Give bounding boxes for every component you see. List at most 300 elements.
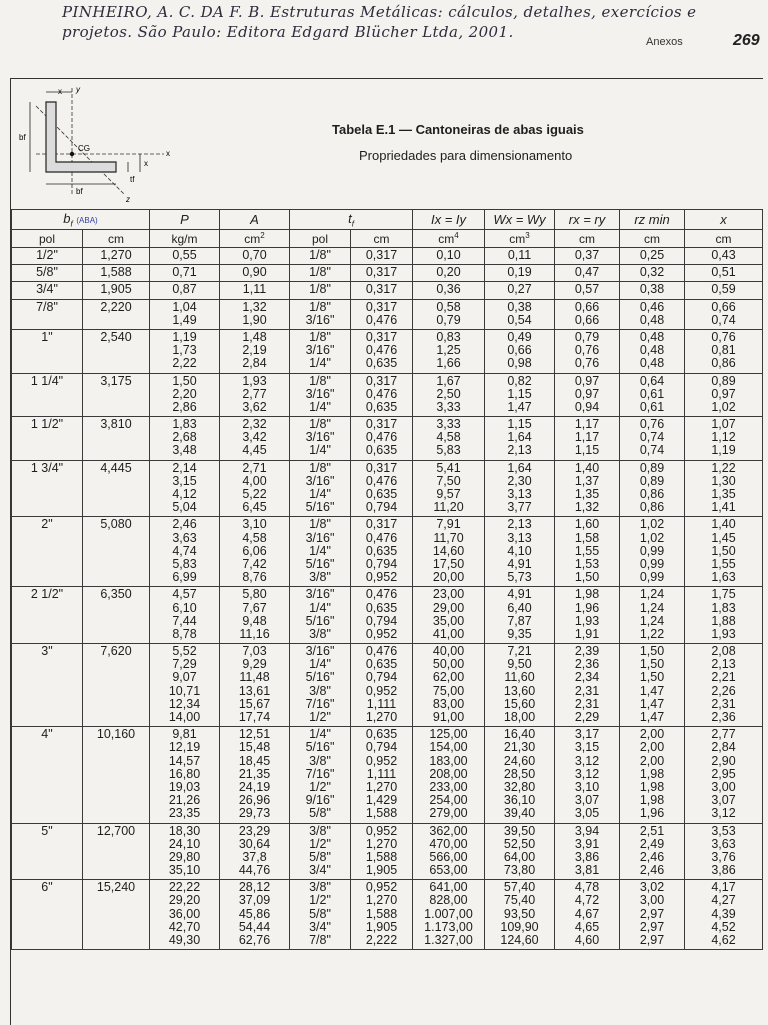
cell-I (413, 517, 485, 587)
cell-value: 4,27 (711, 893, 736, 908)
cell-value: 91,00 (432, 710, 465, 725)
cell-value: 6,40 (507, 600, 532, 615)
cell-value: 1/4" (309, 443, 331, 458)
cell-A (220, 727, 290, 823)
cell-value: 0,48 (639, 343, 665, 358)
cell-P (150, 265, 220, 282)
cell-value: 29,00 (432, 600, 465, 615)
cell-x (685, 265, 763, 282)
cell-value: 6,10 (172, 600, 197, 615)
cell-x (685, 880, 763, 950)
cell-value: 1,98 (574, 587, 600, 602)
cell-value: 1/8" (309, 373, 331, 388)
cell-value: 3,05 (574, 806, 600, 821)
table-row (12, 644, 763, 727)
cell-value: 6,06 (242, 543, 267, 558)
cell-value: 0,97 (574, 386, 600, 401)
table-row (12, 880, 763, 950)
cell-P (150, 644, 220, 727)
abnt-note: (ABA) (76, 215, 98, 225)
cell-value: 1.007,00 (424, 906, 473, 921)
cell-value: 12,19 (168, 740, 201, 755)
cell-value: 828,00 (429, 893, 468, 908)
cell-tf-cm (351, 329, 413, 373)
cell-value: 5,52 (172, 644, 197, 659)
cell-value: 0,79 (436, 312, 461, 327)
cell-value: 1,02 (639, 517, 665, 532)
cell-value: 1,50 (639, 644, 665, 659)
cell-r (555, 823, 620, 880)
cell-value: 39,40 (503, 806, 536, 821)
cell-x (685, 417, 763, 461)
cell-value: 45,86 (238, 906, 271, 921)
cell-value: 0,794 (365, 500, 398, 515)
cell-value: 2,46 (172, 517, 197, 532)
cell-I (413, 460, 485, 517)
cell-value: 93,50 (503, 906, 536, 921)
cell-value: 2,39 (574, 644, 600, 659)
cell-x (685, 282, 763, 299)
cell-value: 3/16" (305, 644, 335, 659)
cell-bf-cm: 1,270 (83, 248, 150, 265)
cell-bf-pol: 4" (12, 727, 83, 823)
col-header-i: Ix = Iy (413, 210, 485, 230)
cell-I (413, 587, 485, 644)
cell-value: 23,35 (168, 806, 201, 821)
cell-value: 0,82 (507, 373, 532, 388)
cell-value: 1,90 (242, 312, 267, 327)
cell-value: 10,71 (168, 683, 201, 698)
cell-value: 2,30 (507, 473, 532, 488)
cell-value: 8,76 (242, 570, 267, 585)
cell-r (555, 265, 620, 282)
cell-value: 2,13 (507, 517, 532, 532)
unit-header: $cm^4$ (413, 230, 485, 248)
cell-value: 1,47 (639, 683, 665, 698)
cell-value: 0,317 (365, 417, 398, 432)
cell-value: 0,635 (365, 356, 398, 371)
cell-value: 1,588 (365, 806, 398, 821)
cell-bf-pol: 1 1/4" (12, 373, 83, 417)
cell-value: 0,476 (365, 343, 398, 358)
cell-value: 3/8" (309, 880, 331, 895)
cell-r (555, 644, 620, 727)
cell-tf-cm (351, 265, 413, 282)
handwritten-citation: PINHEIRO, A. C. DA F. B. Estruturas Metálicas: cálculos, detalhes, exercícios e projetos. São Paulo: Editora Edgard Blücher Ltda, 2001. (62, 3, 697, 41)
table-row (12, 587, 763, 644)
cell-value: 0,79 (574, 329, 600, 344)
cell-I (413, 644, 485, 727)
col-header-tf: $t_f$ (290, 210, 413, 230)
cell-I (413, 727, 485, 823)
cell-bf-pol: 6" (12, 880, 83, 950)
symbol-tf: t (348, 210, 352, 226)
cell-tf-pol (290, 373, 351, 417)
cell-value: 14,60 (432, 543, 465, 558)
cell-tf-pol (290, 727, 351, 823)
cell-value: 1,588 (365, 906, 398, 921)
cell-value: 57,40 (503, 880, 536, 895)
cell-value: 3,15 (172, 473, 197, 488)
cell-bf-cm: 6,350 (83, 587, 150, 644)
cell-value: 0,476 (365, 312, 398, 327)
cell-value: 2,20 (172, 386, 197, 401)
cell-value: 0,46 (639, 299, 665, 314)
cell-value: 1,270 (365, 836, 398, 851)
cell-value: 1,24 (639, 600, 665, 615)
cell-rz (620, 880, 685, 950)
cell-A (220, 587, 290, 644)
table-row (12, 248, 763, 265)
cell-value: 0,43 (711, 248, 736, 262)
cell-value: 2,97 (639, 906, 665, 921)
cell-value: 17,74 (238, 710, 271, 725)
unit-header: cm (555, 230, 620, 248)
cell-value: 13,61 (238, 683, 271, 698)
cell-value: 1,73 (172, 343, 197, 358)
cell-value: 2,77 (242, 386, 267, 401)
cell-r (555, 329, 620, 373)
cell-x (685, 587, 763, 644)
cell-value: 5/8" (309, 806, 331, 821)
cell-rz (620, 587, 685, 644)
cell-value: 1,64 (507, 430, 532, 445)
cell-value: 2,36 (711, 710, 736, 725)
cell-value: 36,00 (168, 906, 201, 921)
cell-W (485, 265, 555, 282)
cell-value: 1,19 (172, 329, 197, 344)
cell-bf-cm: 10,160 (83, 727, 150, 823)
cell-value: 4,62 (711, 933, 736, 948)
cell-tf-pol (290, 282, 351, 299)
cell-I (413, 823, 485, 880)
cell-value: 2,51 (639, 823, 665, 838)
cell-value: 0,97 (574, 373, 600, 388)
cell-value: 35,10 (168, 863, 201, 878)
cell-value: 2,29 (574, 710, 600, 725)
cell-P (150, 299, 220, 329)
cell-value: 0,94 (574, 399, 600, 414)
cell-value: 0,83 (436, 329, 461, 344)
cell-value: 1,02 (639, 530, 665, 545)
cell-value: 0,55 (172, 248, 197, 262)
cell-value: 11,48 (239, 670, 270, 685)
cell-value: 0,74 (639, 443, 665, 458)
cell-r (555, 587, 620, 644)
cell-A (220, 373, 290, 417)
cell-value: 3/8" (309, 570, 331, 585)
cell-value: 0,27 (507, 282, 532, 297)
diagram-label: z (126, 195, 130, 204)
cell-W (485, 823, 555, 880)
cell-value: 3,13 (507, 530, 532, 545)
cell-rz (620, 644, 685, 727)
col-header-bf: $b_f$ (ABA) (12, 210, 150, 230)
page-number: 269 (733, 32, 760, 49)
cell-W (485, 880, 555, 950)
cell-value: 0,64 (639, 373, 665, 388)
symbol-bf: b (63, 210, 71, 226)
cell-bf-cm: 15,240 (83, 880, 150, 950)
cell-tf-pol (290, 880, 351, 950)
cell-A (220, 460, 290, 517)
cell-value: 32,80 (503, 779, 536, 794)
cell-value: 1,04 (172, 299, 197, 314)
cell-value: 4,60 (574, 933, 600, 948)
cell-value: 1/8" (309, 248, 331, 262)
cell-value: 0,635 (365, 727, 398, 742)
cell-value: 1,93 (242, 373, 267, 388)
table-row (12, 299, 763, 329)
col-header-x: x (685, 210, 763, 230)
cell-value: 9/16" (305, 793, 335, 808)
cell-value: 1,32 (574, 500, 600, 515)
cell-W (485, 644, 555, 727)
cell-value: 7,29 (172, 657, 197, 672)
cell-tf-cm (351, 880, 413, 950)
cell-value: 0,57 (574, 282, 600, 297)
cell-value: 11,70 (433, 530, 464, 545)
cell-r (555, 248, 620, 265)
cell-value: 11,16 (239, 626, 270, 641)
cell-value: 1/8" (309, 417, 331, 432)
cell-value: 73,80 (503, 863, 536, 878)
cell-A (220, 417, 290, 461)
cell-value: 1,588 (365, 849, 398, 864)
cell-value: 40,00 (432, 644, 465, 659)
cell-r (555, 727, 620, 823)
cell-value: 4,91 (507, 587, 532, 602)
unit-header: $cm^3$ (485, 230, 555, 248)
cell-value: 0,87 (172, 282, 197, 297)
cell-value: 1,270 (365, 893, 398, 908)
cell-value: 29,80 (168, 849, 201, 864)
cell-I (413, 265, 485, 282)
cell-value: 1,96 (639, 806, 665, 821)
cell-bf-cm: 7,620 (83, 644, 150, 727)
cell-value: 0,58 (436, 299, 461, 314)
cell-value: 0,89 (639, 460, 665, 475)
cell-value: 2,36 (574, 657, 600, 672)
cell-rz (620, 282, 685, 299)
cell-P (150, 282, 220, 299)
cell-value: 1,19 (711, 443, 736, 458)
cell-value: 1,75 (711, 587, 736, 602)
cell-value: 44,76 (238, 863, 271, 878)
cell-value: 62,76 (238, 933, 271, 948)
cell-tf-pol (290, 517, 351, 587)
cell-value: 5/16" (305, 740, 335, 755)
cell-P (150, 517, 220, 587)
cell-value: 1,40 (574, 460, 600, 475)
cell-A (220, 282, 290, 299)
cell-value: 3,00 (711, 779, 736, 794)
cell-value: 1,67 (436, 373, 461, 388)
cell-bf-cm: 2,220 (83, 299, 150, 329)
cell-value: 24,10 (168, 836, 201, 851)
cell-value: 1/8" (309, 460, 331, 475)
cell-tf-pol (290, 329, 351, 373)
cell-value: 0,76 (639, 417, 665, 432)
cell-value: 1,24 (639, 613, 665, 628)
cell-value: 0,635 (365, 600, 398, 615)
cell-value: 1,64 (507, 460, 532, 475)
cell-value: 5,22 (242, 487, 267, 502)
cell-r (555, 517, 620, 587)
cell-P (150, 587, 220, 644)
cell-value: 3,17 (574, 727, 600, 742)
cell-bf-pol: 1/2" (12, 248, 83, 265)
cell-value: 4,67 (574, 906, 600, 921)
cell-W (485, 587, 555, 644)
cell-value: 1,35 (711, 487, 736, 502)
table-row (12, 265, 763, 282)
cell-value: 1,905 (365, 863, 398, 878)
cell-value: 7,91 (436, 517, 461, 532)
cell-value: 9,07 (172, 670, 197, 685)
cell-r (555, 282, 620, 299)
cell-value: 0,317 (365, 517, 398, 532)
cell-value: 3,91 (574, 836, 600, 851)
cell-value: 1,02 (711, 399, 736, 414)
cell-value: 0,74 (711, 312, 736, 327)
unit-header: $cm^2$ (220, 230, 290, 248)
cell-bf-cm: 5,080 (83, 517, 150, 587)
cell-value: 1,58 (574, 530, 600, 545)
cell-value: 2,222 (365, 933, 398, 948)
cell-value: 9,81 (172, 727, 197, 742)
cell-value: 64,00 (503, 849, 536, 864)
cell-value: 1,63 (711, 570, 736, 585)
cell-bf-pol: 5/8" (12, 265, 83, 282)
section-label: Anexos (646, 36, 683, 48)
cell-A (220, 248, 290, 265)
cell-A (220, 329, 290, 373)
cell-value: 20,00 (432, 570, 465, 585)
cell-value: 2,31 (574, 696, 600, 711)
cell-value: 4,72 (574, 893, 600, 908)
table-row (12, 417, 763, 461)
cell-W (485, 417, 555, 461)
cell-value: 3,02 (639, 880, 665, 895)
cell-W (485, 282, 555, 299)
cell-value: 1/2" (309, 710, 331, 725)
cell-value: 3,48 (172, 443, 197, 458)
cell-value: 62,00 (432, 670, 465, 685)
unit-header: pol (290, 230, 351, 248)
cell-value: 2,86 (172, 399, 197, 414)
cell-x (685, 299, 763, 329)
cell-value: 0,71 (172, 265, 197, 280)
cell-value: 3,63 (172, 530, 197, 545)
cell-value: 0,317 (365, 329, 398, 344)
cell-value: 2,00 (639, 727, 665, 742)
cell-value: 0,76 (574, 356, 600, 371)
cell-I (413, 282, 485, 299)
cell-value: 29,73 (238, 806, 271, 821)
cell-value: 279,00 (429, 806, 468, 821)
cell-value: 208,00 (429, 766, 468, 781)
diagram-label: tf (130, 175, 135, 184)
cell-rz (620, 727, 685, 823)
cell-value: 15,60 (503, 696, 536, 711)
cell-value: 1,49 (172, 312, 197, 327)
unit-header: cm (83, 230, 150, 248)
cell-value: 14,00 (168, 710, 201, 725)
cell-P (150, 417, 220, 461)
cell-value: 0,952 (365, 823, 398, 838)
cell-value: 0,11 (507, 248, 532, 262)
cell-value: 0,90 (242, 265, 267, 280)
cell-value: 11,20 (433, 500, 464, 515)
cell-value: 1/4" (309, 487, 331, 502)
cell-value: 3,77 (507, 500, 532, 515)
cell-value: 2,97 (639, 919, 665, 934)
cell-value: 0,89 (711, 373, 736, 388)
diagram-label: x (144, 159, 148, 168)
col-header-w: Wx = Wy (485, 210, 555, 230)
cell-value: 2,34 (574, 670, 600, 685)
cell-value: 0,61 (639, 386, 665, 401)
cell-value: 23,00 (432, 587, 465, 602)
cell-value: 5,04 (172, 500, 197, 515)
cell-value: 7,03 (242, 644, 267, 659)
cell-x (685, 329, 763, 373)
cell-value: 0,317 (365, 299, 398, 314)
cell-value: 0,89 (639, 473, 665, 488)
cell-value: 1,32 (242, 299, 267, 314)
cell-value: 1/4" (309, 356, 331, 371)
cell-value: 0,48 (639, 356, 665, 371)
cell-value: 15,48 (238, 740, 271, 755)
cell-value: 2,13 (711, 657, 736, 672)
cell-value: 2,26 (711, 683, 736, 698)
cell-value: 9,48 (242, 613, 267, 628)
cell-value: 3,10 (574, 779, 600, 794)
cell-r (555, 417, 620, 461)
cell-r (555, 373, 620, 417)
cell-value: 0,74 (639, 430, 665, 445)
cell-A (220, 880, 290, 950)
cell-value: 3/16" (305, 386, 335, 401)
cell-P (150, 880, 220, 950)
cell-value: 30,64 (238, 836, 271, 851)
cell-value: 35,00 (432, 613, 465, 628)
cell-r (555, 460, 620, 517)
cell-value: 1,50 (639, 670, 665, 685)
cell-value: 3,10 (242, 517, 267, 532)
cell-value: 1,22 (711, 460, 736, 475)
cell-value: 3,63 (711, 836, 736, 851)
cell-value: 1/8" (309, 329, 331, 344)
cell-value: 0,86 (639, 500, 665, 515)
cell-value: 3,12 (574, 766, 600, 781)
cell-value: 8,78 (172, 626, 197, 641)
cell-tf-pol (290, 248, 351, 265)
cell-value: 3/8" (309, 823, 331, 838)
table-body (12, 248, 763, 950)
cell-value: 2,14 (172, 460, 197, 475)
cell-A (220, 823, 290, 880)
cell-value: 2,19 (242, 343, 267, 358)
cell-value: 1,12 (711, 430, 736, 445)
cell-value: 1,40 (711, 517, 736, 532)
cell-tf-cm (351, 248, 413, 265)
table-row (12, 329, 763, 373)
cell-value: 0,54 (507, 312, 532, 327)
cell-tf-cm (351, 727, 413, 823)
cell-value: 3/16" (305, 587, 335, 602)
